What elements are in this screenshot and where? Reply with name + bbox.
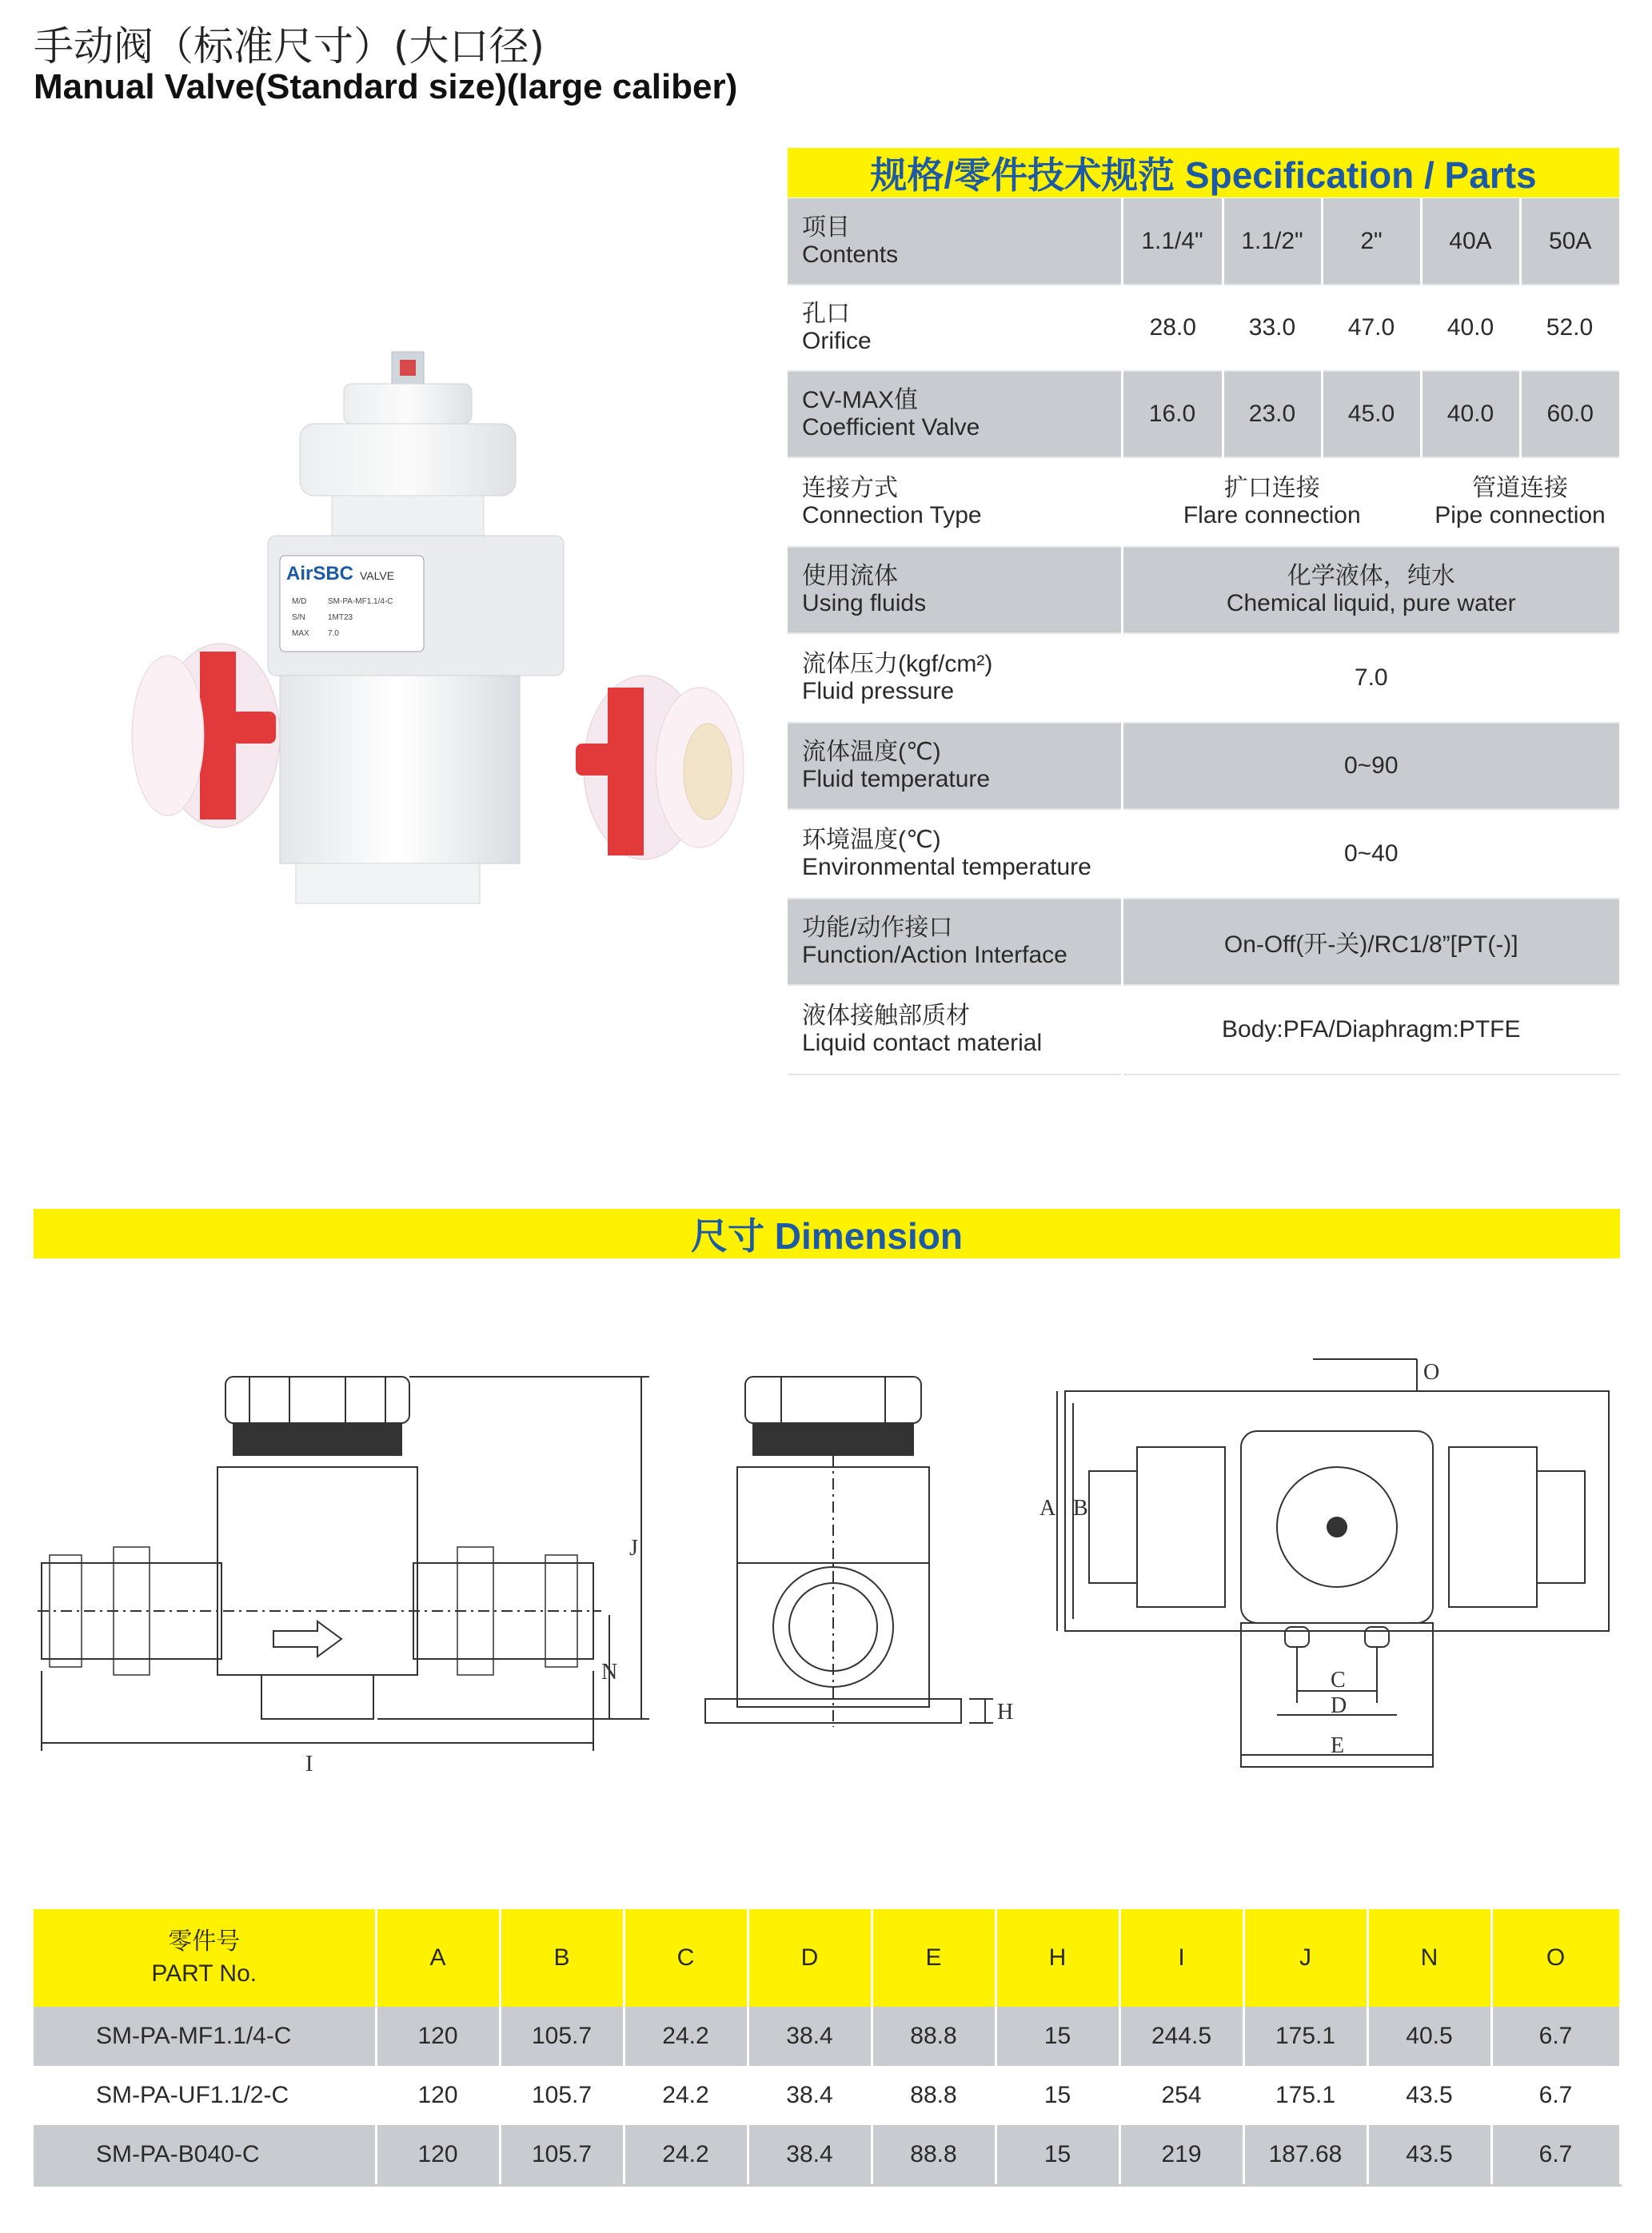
orifice-value: 47.0	[1322, 285, 1421, 371]
dim-label-c: C	[1331, 1668, 1346, 1693]
cv-label: CV-MAX值 Coefficient Valve	[788, 371, 1122, 457]
table-row	[34, 2007, 1620, 2066]
cell: 6.7	[1491, 2125, 1620, 2186]
table-row	[34, 2066, 1620, 2125]
size-2: 1.1/2"	[1223, 198, 1322, 285]
cell: 43.5	[1367, 2125, 1491, 2186]
size-1: 1.1/4"	[1122, 198, 1223, 285]
cv-value: 60.0	[1520, 371, 1619, 457]
function-label: 功能/动作接口 Function/Action Interface	[788, 899, 1122, 985]
cell: 244.5	[1119, 2007, 1243, 2066]
cell: 38.4	[748, 2066, 872, 2125]
size-4: 40A	[1421, 198, 1520, 285]
cell: 88.8	[872, 2007, 996, 2066]
fluid-temp-value: 0~90	[1122, 723, 1619, 809]
col-header-a: A	[376, 1909, 500, 2007]
spec-table	[788, 198, 1619, 1075]
front-view	[38, 1377, 649, 1751]
part-number: SM-PA-B040-C	[34, 2125, 376, 2186]
col-header-b: B	[500, 1909, 624, 2007]
orifice-value: 33.0	[1223, 285, 1322, 371]
cell: 40.5	[1367, 2007, 1491, 2066]
product-photo	[128, 336, 752, 911]
parts-header-row	[34, 1909, 1620, 2007]
pressure-value: 7.0	[1122, 633, 1619, 723]
plate-row-1-key: S/N	[292, 613, 305, 622]
flare-connection: 扩口连接 Flare connection	[1122, 457, 1421, 547]
col-header-j: J	[1243, 1909, 1367, 2007]
col-header-c: C	[624, 1909, 748, 2007]
plate-row-0-key: M/D	[292, 597, 307, 606]
pressure-label: 流体压力(kgf/cm²) Fluid pressure	[788, 633, 1122, 723]
cv-value: 40.0	[1421, 371, 1520, 457]
env-temp-value: 0~40	[1122, 809, 1619, 899]
cell: 120	[376, 2125, 500, 2186]
cell: 88.8	[872, 2066, 996, 2125]
cell: 24.2	[624, 2066, 748, 2125]
cv-value: 45.0	[1322, 371, 1421, 457]
dimension-header: 尺寸 Dimension	[34, 1209, 1620, 1258]
fluid-temp-label: 流体温度(℃) Fluid temperature	[788, 723, 1122, 809]
cell: 219	[1119, 2125, 1243, 2186]
dimension-drawing	[34, 1327, 1620, 1791]
cell: 43.5	[1367, 2066, 1491, 2125]
plate-row-0-val: SM-PA-MF1.1/4-C	[328, 597, 393, 606]
brand-logo: AirSBC	[286, 563, 354, 584]
dim-label-a: A	[1039, 1496, 1056, 1521]
orifice-value: 28.0	[1122, 285, 1223, 371]
col-header-n: N	[1367, 1909, 1491, 2007]
dim-label-d: D	[1331, 1693, 1347, 1718]
cell: 105.7	[500, 2125, 624, 2186]
cell: 120	[376, 2007, 500, 2066]
dim-label-i: I	[305, 1752, 313, 1776]
cell: 187.68	[1243, 2125, 1367, 2186]
connection-label: 连接方式 Connection Type	[788, 457, 1122, 547]
contents-label: 项目 Contents	[788, 198, 1122, 285]
page-title-cn: 手动阀（标准尺寸）(大口径)	[34, 23, 545, 70]
cell: 175.1	[1243, 2007, 1367, 2066]
spec-header: 规格/零件技术规范 Specification / Parts	[788, 148, 1619, 197]
dim-label-h: H	[997, 1700, 1014, 1725]
spec-row-function	[788, 899, 1619, 985]
spec-row-contents	[788, 198, 1619, 285]
spec-row-fluid-temp	[788, 723, 1619, 809]
part-number: SM-PA-MF1.1/4-C	[34, 2007, 376, 2066]
cell: 15	[996, 2007, 1119, 2066]
cell: 38.4	[748, 2007, 872, 2066]
spec-row-connection	[788, 457, 1619, 547]
spec-row-env-temp	[788, 809, 1619, 899]
part-no-header: 零件号 PART No.	[34, 1909, 376, 2007]
dim-label-j: J	[629, 1536, 638, 1561]
material-value: Body:PFA/Diaphragm:PTFE	[1122, 985, 1619, 1075]
cell: 254	[1119, 2066, 1243, 2125]
orifice-value: 52.0	[1520, 285, 1619, 371]
side-view	[705, 1377, 993, 1727]
spec-row-cv	[788, 371, 1619, 457]
cell: 6.7	[1491, 2066, 1620, 2125]
spec-row-pressure	[788, 633, 1619, 723]
spec-row-material	[788, 985, 1619, 1075]
cell: 15	[996, 2125, 1119, 2186]
orifice-label: 孔口 Orifice	[788, 285, 1122, 371]
dim-label-o: O	[1423, 1360, 1440, 1385]
col-header-e: E	[872, 1909, 996, 2007]
env-temp-label: 环境温度(℃) Environmental temperature	[788, 809, 1122, 899]
plate-row-2-val: 7.0	[328, 629, 339, 638]
table-row	[34, 2125, 1620, 2186]
function-value: On-Off(开-关)/RC1/8”[PT(-)]	[1122, 899, 1619, 985]
col-header-o: O	[1491, 1909, 1620, 2007]
cell: 88.8	[872, 2125, 996, 2186]
col-header-d: D	[748, 1909, 872, 2007]
orifice-value: 40.0	[1421, 285, 1520, 371]
cell: 38.4	[748, 2125, 872, 2186]
dim-label-n: N	[601, 1660, 618, 1685]
parts-table	[34, 1909, 1622, 2187]
col-header-h: H	[996, 1909, 1119, 2007]
page-title-en: Manual Valve(Standard size)(large caliber)	[34, 67, 738, 106]
cell: 24.2	[624, 2125, 748, 2186]
plate-row-2-key: MAX	[292, 629, 309, 638]
spec-row-fluids	[788, 547, 1619, 633]
cell: 120	[376, 2066, 500, 2125]
cell: 24.2	[624, 2007, 748, 2066]
size-3: 2"	[1322, 198, 1421, 285]
cell: 105.7	[500, 2007, 624, 2066]
brand-suffix: VALVE	[360, 569, 395, 582]
spec-row-orifice	[788, 285, 1619, 371]
pipe-connection: 管道连接 Pipe connection	[1421, 457, 1619, 547]
dim-label-e: E	[1331, 1733, 1345, 1758]
cell: 175.1	[1243, 2066, 1367, 2125]
cv-value: 16.0	[1122, 371, 1223, 457]
part-number: SM-PA-UF1.1/2-C	[34, 2066, 376, 2125]
cell: 15	[996, 2066, 1119, 2125]
fluids-label: 使用流体 Using fluids	[788, 547, 1122, 633]
cell: 6.7	[1491, 2007, 1620, 2066]
fluids-value: 化学液体，纯水 Chemical liquid, pure water	[1122, 547, 1619, 633]
dim-label-b: B	[1073, 1496, 1088, 1521]
material-label: 液体接触部质材 Liquid contact material	[788, 985, 1122, 1075]
plate-row-1-val: 1MT23	[328, 613, 353, 622]
cv-value: 23.0	[1223, 371, 1322, 457]
size-5: 50A	[1520, 198, 1619, 285]
cell: 105.7	[500, 2066, 624, 2125]
col-header-i: I	[1119, 1909, 1243, 2007]
